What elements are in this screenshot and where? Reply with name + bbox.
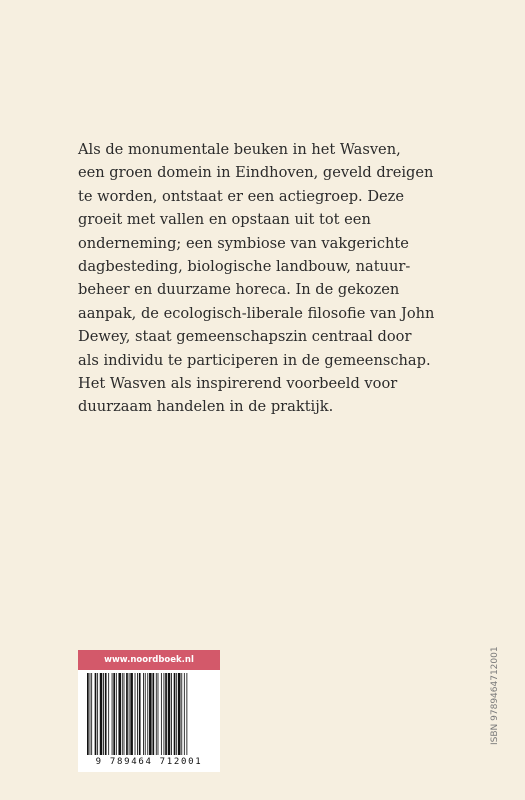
barcode-bar xyxy=(95,673,97,755)
barcode-bar xyxy=(116,673,117,755)
blurb-line: duurzaam handelen in de praktijk. xyxy=(78,398,334,416)
barcode-bar xyxy=(145,673,146,755)
blurb-line: onderneming; een symbiose van vakgerichte xyxy=(78,234,409,252)
barcode-bar xyxy=(129,673,130,755)
blurb-line: aanpak, de ecologisch-liberale filosofie van John xyxy=(78,304,435,322)
barcode-label xyxy=(78,650,220,772)
publisher-url-bar xyxy=(78,650,220,670)
barcode xyxy=(87,673,211,755)
barcode-bar xyxy=(122,673,123,755)
barcode-bar xyxy=(171,673,172,755)
barcode-bar xyxy=(118,673,121,755)
barcode-bar xyxy=(176,673,177,755)
barcode-bar xyxy=(164,673,165,755)
barcode-bar xyxy=(184,673,185,755)
barcode-bar xyxy=(178,673,181,755)
barcode-bar xyxy=(126,673,128,755)
barcode-bar xyxy=(100,673,103,755)
barcode-bar xyxy=(108,673,109,755)
barcode-bar xyxy=(103,673,104,755)
barcode-bar xyxy=(174,673,176,755)
blurb-line: Dewey, staat gemeenschapszin centraal door xyxy=(78,328,412,346)
blurb-line: dagbesteding, biologische landbouw, natuur- xyxy=(78,258,411,276)
barcode-bar xyxy=(158,673,159,755)
barcode-bar xyxy=(113,673,115,755)
blurb-line: als individu te participeren in de gemeenschap. xyxy=(78,351,431,369)
barcode-bar xyxy=(90,673,91,755)
blurb-line: groeit met vallen en opstaan uit tot een xyxy=(78,211,371,229)
barcode-bar xyxy=(87,673,89,755)
barcode-bar xyxy=(105,673,107,755)
barcode-bar xyxy=(186,673,187,755)
barcode-bar xyxy=(130,673,133,755)
blurb-line: beheer en duurzame horeca. In de gekozen xyxy=(78,281,400,299)
barcode-bar xyxy=(168,673,171,755)
barcode-bar xyxy=(156,673,157,755)
barcode-bar xyxy=(152,673,154,755)
barcode-bar xyxy=(137,673,138,755)
blurb-line: Het Wasven als inspirerend voorbeeld voor xyxy=(78,375,398,393)
barcode-digits: 9 789464 712001 xyxy=(95,757,203,767)
barcode-bar xyxy=(147,673,148,755)
barcode-bar xyxy=(165,673,167,755)
blurb-line: te worden, ontstaat er een actiegroep. Deze xyxy=(78,187,404,205)
barcode-bar xyxy=(97,673,98,755)
barcode-bar xyxy=(135,673,136,755)
barcode-bar xyxy=(139,673,141,755)
barcode-bar xyxy=(124,673,125,755)
blurb-text xyxy=(78,138,458,419)
barcode-bar xyxy=(143,673,144,755)
isbn-side-text: ISBN 9789464712001 xyxy=(490,646,500,745)
blurb-line: een groen domein in Eindhoven, geveld dreigen xyxy=(78,164,434,182)
blurb-line: Als de monumentale beuken in het Wasven, xyxy=(78,141,401,158)
barcode-bar xyxy=(112,673,113,755)
barcode-bar xyxy=(91,673,92,755)
publisher-url: www.noordboek.nl xyxy=(104,655,194,665)
barcode-bar xyxy=(149,673,152,755)
barcode-bar xyxy=(181,673,182,755)
barcode-bar xyxy=(161,673,162,755)
